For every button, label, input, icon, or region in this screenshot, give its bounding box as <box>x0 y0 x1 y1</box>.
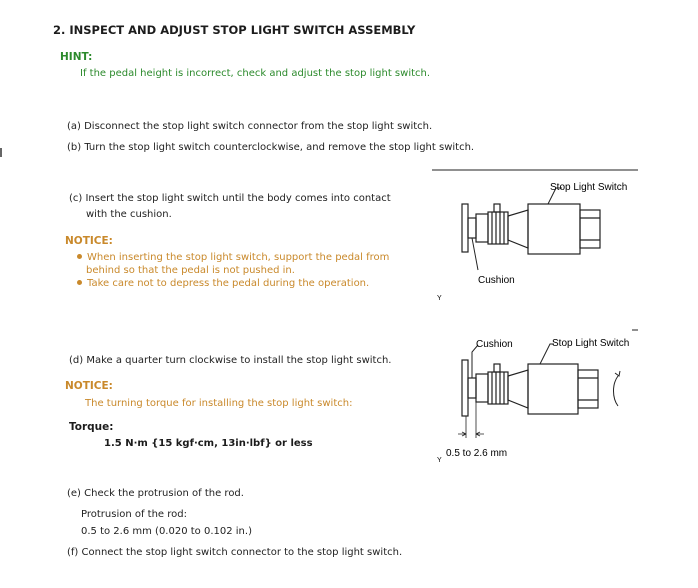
step-f: (f) Connect the stop light switch connector to the stop light switch. <box>67 547 403 558</box>
torque-label: Torque: <box>69 421 114 433</box>
pedal-bracket-1 <box>462 204 468 252</box>
tab-1 <box>494 204 500 212</box>
pedal-bracket-2 <box>462 360 468 416</box>
bullet-dot <box>77 280 82 285</box>
step-a: (a) Disconnect the stop light switch connector from the stop light switch. <box>67 121 433 132</box>
notice-c-bullet1-line2: behind so that the pedal is not pushed in. <box>86 265 295 276</box>
figure-1-illustration <box>432 170 642 310</box>
thread-body-1 <box>488 212 508 244</box>
switch-body-2 <box>528 364 578 414</box>
figure-2-label-switch: Stop Light Switch <box>552 338 630 349</box>
notice-c-label: NOTICE: <box>65 235 113 247</box>
leader-cushion-1 <box>472 238 478 270</box>
step-e-sub-label: Protrusion of the rod: <box>81 509 187 520</box>
step-e: (e) Check the protrusion of the rod. <box>67 488 244 499</box>
switch-drawing-2 <box>462 360 598 416</box>
connector-1 <box>580 210 600 248</box>
switch-drawing-1 <box>462 204 600 254</box>
figure-1-label-switch: Stop Light Switch <box>550 182 628 193</box>
bullet-dot <box>77 254 82 259</box>
hint-label: HINT: <box>60 51 93 63</box>
step-e-sub-value: 0.5 to 2.6 mm (0.020 to 0.102 in.) <box>81 526 252 537</box>
hint-text: If the pedal height is incorrect, check and adjust the stop light switch. <box>80 68 431 79</box>
figure-1-code: Y <box>437 295 442 302</box>
flange-2 <box>508 370 528 408</box>
nut-1 <box>476 214 488 242</box>
step-c-line1: (c) Insert the stop light switch until the body comes into contact <box>69 193 391 204</box>
cushion-2 <box>468 378 476 398</box>
rotation-arrowhead <box>615 371 620 376</box>
figure-2-illustration <box>432 330 642 470</box>
notice-c-bullet2-text: Take care not to depress the pedal during the operation. <box>87 278 370 289</box>
section-title: 2. INSPECT AND ADJUST STOP LIGHT SWITCH ASSEMBLY <box>53 23 416 37</box>
notice-d-text: The turning torque for installing the stop light switch: <box>85 398 353 409</box>
rotation-arrow-icon <box>614 376 619 406</box>
switch-body-1 <box>528 204 580 254</box>
connector-2 <box>578 370 598 408</box>
notice-d-label: NOTICE: <box>65 380 113 392</box>
thread-body-2 <box>488 372 508 404</box>
step-b: (b) Turn the stop light switch counterclockwise, and remove the stop light switch. <box>67 142 475 153</box>
torque-value: 1.5 N·m {15 kgf·cm, 13in·lbf} or less <box>104 438 313 449</box>
cushion-1 <box>468 218 476 238</box>
figure-2-label-dimension: 0.5 to 2.6 mm <box>446 448 508 459</box>
dimension-arrow-left <box>458 432 466 436</box>
step-d: (d) Make a quarter turn clockwise to install the stop light switch. <box>69 355 392 366</box>
figure-1-label-cushion: Cushion <box>478 275 515 286</box>
notice-c-bullet1 <box>77 252 389 263</box>
figure-2-label-cushion: Cushion <box>476 339 513 350</box>
notice-c-bullet2 <box>77 278 369 289</box>
tab-2 <box>494 364 500 372</box>
dimension-arrow-right <box>476 432 484 436</box>
figure-2-code: Y <box>437 457 442 464</box>
nut-2 <box>476 374 488 402</box>
notice-c-bullet1-line1: When inserting the stop light switch, support the pedal from <box>87 252 390 263</box>
margin-marker <box>0 148 2 157</box>
flange-1 <box>508 210 528 248</box>
step-c-line2: with the cushion. <box>86 209 172 220</box>
